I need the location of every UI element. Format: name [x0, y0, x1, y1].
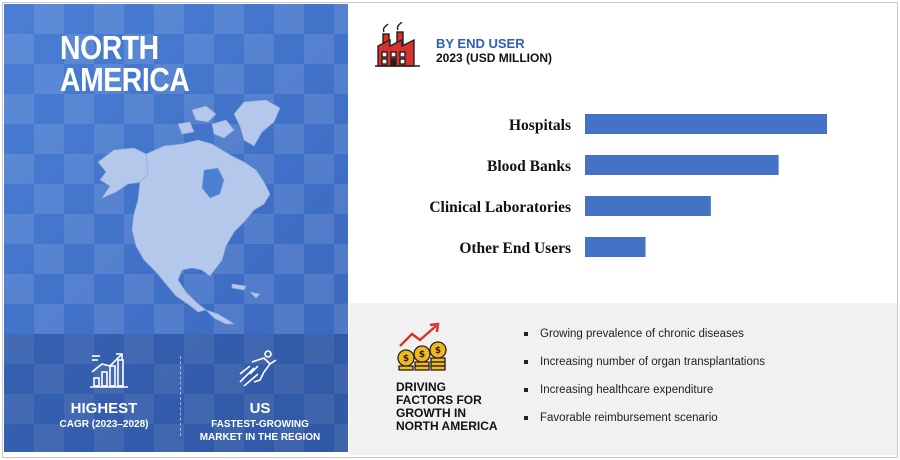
us-subtitle-line1: FASTEST-GROWING — [211, 419, 309, 430]
bar — [585, 237, 646, 257]
drivers-title — [396, 381, 506, 433]
svg-text:$: $ — [434, 346, 442, 356]
cagr-title: HIGHEST — [70, 400, 138, 417]
category-label: Other End Users — [459, 240, 571, 257]
driver-text: Increasing number of organ transplantations — [540, 356, 766, 368]
bullet-icon — [524, 388, 528, 392]
drivers-title-line: FACTORS FOR — [396, 393, 482, 407]
bullet-icon — [524, 332, 528, 336]
us-title: US — [249, 400, 271, 417]
us-subtitle-line2: MARKET IN THE REGION — [199, 432, 321, 443]
region-title-line2: AMERICA — [60, 61, 190, 98]
list-item — [522, 354, 765, 382]
bar — [585, 196, 711, 216]
bullet-icon — [524, 360, 528, 364]
driver-text: Increasing healthcare expenditure — [540, 384, 714, 396]
us-subtitle — [190, 418, 330, 444]
region-title — [60, 29, 284, 98]
category-label: Clinical Laboratories — [429, 199, 571, 216]
end-user-bar-chart — [350, 90, 890, 280]
drivers-title-line: NORTH AMERICA — [396, 419, 498, 433]
svg-text:$: $ — [418, 350, 426, 360]
north-america-map-icon — [94, 100, 294, 326]
list-item — [522, 326, 765, 354]
cagr-subtitle: CAGR (2023–2028) — [59, 419, 149, 430]
list-item — [522, 382, 765, 410]
bullet-icon — [524, 416, 528, 420]
chart-title: BY END USER — [436, 36, 525, 51]
region-panel — [4, 4, 348, 452]
region-title-line1: NORTH — [60, 29, 159, 66]
running-arrow-icon — [236, 348, 280, 388]
stats-divider — [180, 356, 181, 436]
factory-icon — [374, 22, 422, 68]
coins-growth-icon — [394, 322, 450, 372]
drivers-title-line: DRIVING — [396, 380, 447, 394]
drivers-list — [522, 326, 765, 438]
category-label: Hospitals — [508, 117, 571, 134]
driver-text: Favorable reimbursement scenario — [540, 412, 718, 424]
bar — [585, 155, 779, 175]
bar — [585, 114, 827, 134]
list-item — [522, 410, 765, 438]
svg-text:$: $ — [402, 354, 410, 364]
driver-text: Growing prevalence of chronic diseases — [540, 328, 744, 340]
category-label: Blood Banks — [486, 158, 571, 175]
chart-subtitle: 2023 (USD MILLION) — [436, 51, 553, 65]
drivers-title-line: GROWTH IN — [396, 406, 466, 420]
growth-chart-icon — [88, 350, 132, 390]
